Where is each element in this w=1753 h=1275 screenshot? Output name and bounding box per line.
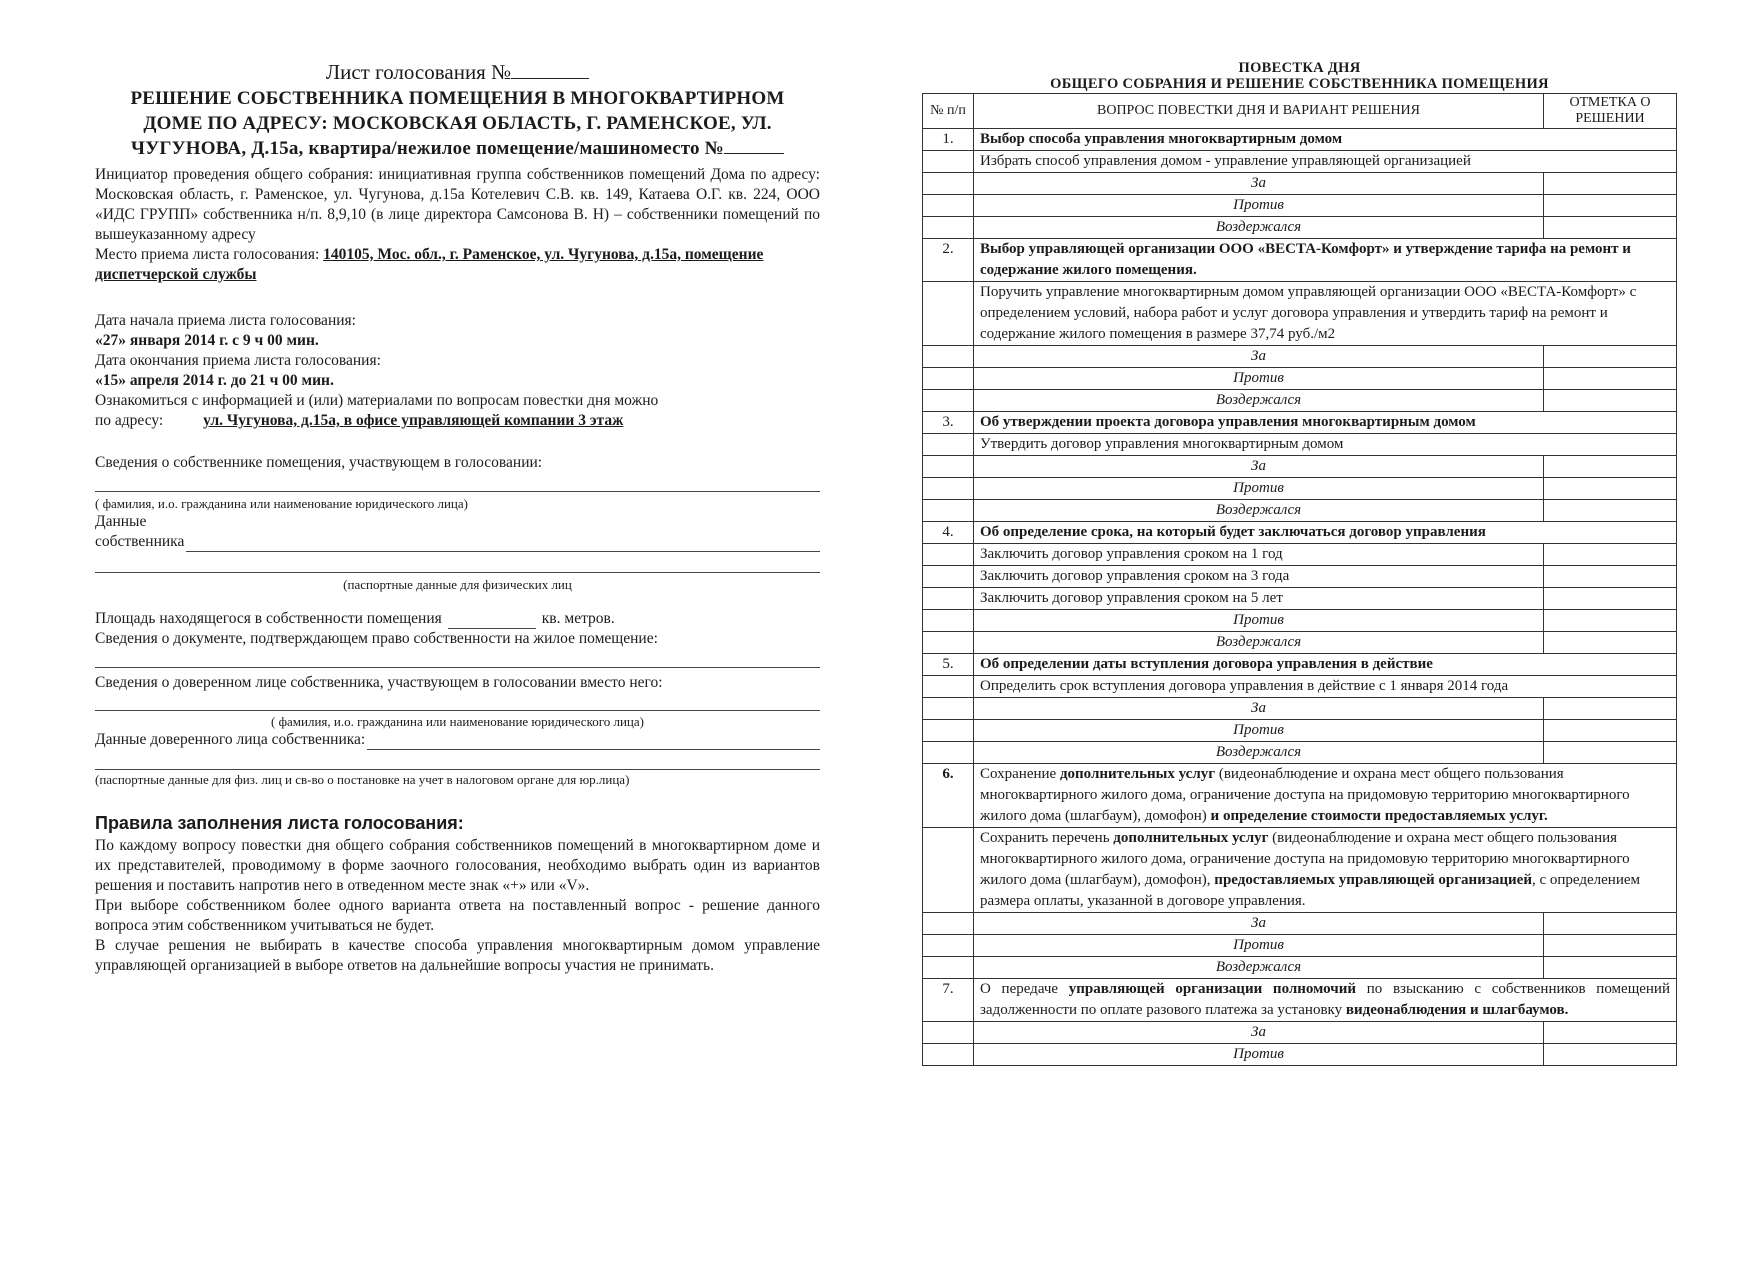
empty-cell [923, 957, 974, 979]
owner-data-row [95, 532, 820, 552]
question-text: Об утверждении проекта договора управления многоквартирным домом [974, 412, 1677, 434]
vote-mark-cell[interactable] [1544, 566, 1677, 588]
vote-row-for [923, 698, 1677, 720]
option-row [923, 434, 1677, 456]
start-date-text: «27» января 2014 г. с 9 ч 00 мин. [95, 332, 319, 349]
option-text: Заключить договор управления сроком на 5 лет [974, 588, 1544, 610]
sheet-title [95, 60, 820, 85]
agenda-title-line-2: ОБЩЕГО СОБРАНИЯ И РЕШЕНИЕ СОБСТВЕННИКА ПОМЕЩЕНИЯ [1050, 76, 1549, 92]
owner-info-label: Сведения о собственнике помещения, участвующем в голосовании: [95, 454, 543, 471]
agenda-table [922, 93, 1677, 1066]
empty-cell [923, 676, 974, 698]
empty-cell [923, 1022, 974, 1044]
vote-mark-cell[interactable] [1544, 1022, 1677, 1044]
vote-row-abstain [923, 217, 1677, 239]
end-date-label: Дата окончания приема листа голосования: [95, 352, 381, 369]
empty-cell [923, 935, 974, 957]
q6-option-bold-part: дополнительных услуг [1113, 830, 1269, 846]
vote-mark-cell[interactable] [1544, 368, 1677, 390]
owner-data-label-2: собственника [95, 533, 185, 550]
question-text [974, 764, 1677, 828]
question-row [923, 239, 1677, 282]
proxy-passport-field[interactable] [95, 769, 820, 770]
vote-row-for [923, 1022, 1677, 1044]
vote-mark-cell[interactable] [1544, 610, 1677, 632]
empty-cell [923, 588, 974, 610]
vote-mark-cell[interactable] [1544, 588, 1677, 610]
start-date-value [95, 331, 820, 351]
area-unit: кв. метров. [541, 610, 615, 627]
vote-label: За [974, 173, 1544, 195]
vote-mark-cell[interactable] [1544, 217, 1677, 239]
option-row [923, 566, 1677, 588]
materials-address-label: по адресу: [95, 412, 164, 429]
col-mark-header: ОТМЕТКА О РЕШЕНИИ [1544, 94, 1677, 129]
question-number: 2. [923, 239, 974, 282]
vote-label: Против [974, 935, 1544, 957]
q7-bold-part: видеонаблюдения и шлагбаумов. [1345, 1002, 1569, 1018]
question-number: 6. [923, 764, 974, 828]
vote-label: Воздержался [974, 500, 1544, 522]
q7-part: по взысканию с собственников помещений задолженности по оплате разового платежа за установку [980, 981, 1670, 1018]
vote-row-abstain [923, 500, 1677, 522]
empty-cell [923, 742, 974, 764]
vote-mark-cell[interactable] [1544, 173, 1677, 195]
vote-label: За [974, 1022, 1544, 1044]
vote-row-for [923, 456, 1677, 478]
q6-option-part: , с определением размера оплаты, указанной в договоре управления. [980, 872, 1641, 909]
apartment-number-field[interactable] [724, 138, 784, 154]
col-number-header: № п/п [923, 94, 974, 129]
empty-cell [923, 173, 974, 195]
place-value: 140105, Мос. обл., г. Раменское, ул. Чугунова, д.15а, помещение диспетчерской службы [95, 246, 764, 283]
vote-row-abstain [923, 742, 1677, 764]
decision-heading-line-3 [95, 137, 820, 161]
initiator-text: Инициатор проведения общего собрания: инициативная группа собственников помещений Дома по адресу: Московская область, г. Раменское, ул. Чугунова, д.15а Котелевич С.В. кв. 149, Катаева О.Г. кв. 224, ООО «ИДС ГРУПП» собственника н/п. 8,9,10 (в лице директора Самсонова В. Н) – собственники помещений по вышеуказанному адресу [95, 166, 820, 243]
place-label: Место приема листа голосования: [95, 246, 324, 263]
vote-row-against [923, 195, 1677, 217]
vote-label: Против [974, 368, 1544, 390]
empty-cell [923, 610, 974, 632]
empty-cell [923, 828, 974, 913]
passport-caption: (паспортные данные для физических лиц [343, 577, 572, 592]
vote-label: Против [974, 1044, 1544, 1066]
vote-mark-cell[interactable] [1544, 478, 1677, 500]
option-row [923, 282, 1677, 346]
q7-bold-part: управляющей организации полномочий [1068, 981, 1357, 997]
vote-mark-cell[interactable] [1544, 698, 1677, 720]
ownership-document-label: Сведения о документе, подтверждающем право собственности на жилое помещение: [95, 630, 658, 647]
rule-3: В случае решения не выбирать в качестве способа управления многоквартирным домом управление управляющей организацией в выборе ответов на дальнейшие вопросы участия не принимать. [95, 937, 820, 974]
empty-cell [923, 478, 974, 500]
question-row [923, 764, 1677, 828]
empty-cell [923, 456, 974, 478]
question-text: Выбор управляющей организации ООО «ВЕСТА-Комфорт» и утверждение тарифа на ремонт и содержание жилого помещения. [974, 239, 1677, 282]
q6-bold-part: и определение стоимости предоставляемых услуг. [1210, 808, 1548, 824]
vote-label: Против [974, 720, 1544, 742]
vote-label: Против [974, 610, 1544, 632]
empty-cell [923, 434, 974, 456]
proxy-data-row [95, 730, 820, 750]
end-date-value [95, 371, 820, 391]
question-text [974, 979, 1677, 1022]
owner-name-field[interactable] [95, 491, 820, 492]
question-number: 1. [923, 129, 974, 151]
empty-cell [923, 913, 974, 935]
option-text [974, 828, 1677, 913]
col-question-header: ВОПРОС ПОВЕСТКИ ДНЯ И ВАРИАНТ РЕШЕНИЯ [974, 94, 1544, 129]
vote-row-against [923, 1044, 1677, 1066]
option-row [923, 588, 1677, 610]
option-text: Заключить договор управления сроком на 1 год [974, 544, 1544, 566]
vote-label: Воздержался [974, 742, 1544, 764]
q6-option-part: (видеонаблюдение и охрана мест общего пользования многоквартирного жилого дома, ограничение доступа на придомовую территорию многоквартирного жилого дома (шлагбаум), домофон), [980, 830, 1630, 888]
empty-cell [923, 500, 974, 522]
left-page [95, 60, 820, 976]
vote-row-abstain [923, 390, 1677, 412]
vote-row-against [923, 720, 1677, 742]
vote-mark-cell[interactable] [1544, 346, 1677, 368]
empty-cell [923, 632, 974, 654]
apartment-label: ЧУГУНОВА, Д.15а, квартира/нежилое помещение/машиноместо № [131, 138, 724, 159]
vote-mark-cell[interactable] [1544, 632, 1677, 654]
area-label: Площадь находящегося в собственности помещения [95, 610, 442, 627]
start-date-label: Дата начала приема листа голосования: [95, 312, 356, 329]
vote-label: За [974, 346, 1544, 368]
question-row [923, 412, 1677, 434]
vote-label: Против [974, 195, 1544, 217]
materials-text: Ознакомиться с информацией и (или) материалами по вопросам повестки дня можно [95, 392, 659, 409]
vote-label: Воздержался [974, 957, 1544, 979]
option-text: Утвердить договор управления многоквартирным домом [974, 434, 1677, 456]
vote-mark-cell[interactable] [1544, 935, 1677, 957]
option-row [923, 828, 1677, 913]
sheet-number-label: Лист голосования № [325, 60, 512, 84]
materials-address [95, 411, 820, 431]
place-of-receipt [95, 245, 820, 285]
q6-bold-part: дополнительных услуг [1059, 766, 1216, 782]
q7-part: О передаче [980, 981, 1069, 997]
vote-label: Воздержался [974, 217, 1544, 239]
empty-cell [923, 390, 974, 412]
vote-mark-cell[interactable] [1544, 720, 1677, 742]
empty-cell [923, 346, 974, 368]
owner-data-label: Данные [95, 513, 147, 530]
option-text: Поручить управление многоквартирным домом управляющей организации ООО «ВЕСТА-Комфорт» с определением условий, набора работ и услуг договора управления и утвердить тариф на ремонт и содержание жилого помещения в размере 37,74 руб./м2 [974, 282, 1677, 346]
option-text: Определить срок вступления договора управления в действие с 1 января 2014 года [974, 676, 1677, 698]
empty-cell [923, 544, 974, 566]
vote-label: Против [974, 478, 1544, 500]
vote-label: За [974, 913, 1544, 935]
rules-title: Правила заполнения листа голосования: [95, 813, 464, 833]
vote-label: За [974, 456, 1544, 478]
question-number: 4. [923, 522, 974, 544]
option-row [923, 676, 1677, 698]
vote-row-against [923, 368, 1677, 390]
proxy-passport-caption: (паспортные данные для физ. лиц и св-во о постановке на учет в налоговом органе для юр.лица) [95, 772, 630, 787]
empty-cell [923, 368, 974, 390]
ownership-document-field[interactable] [95, 667, 820, 668]
vote-mark-cell[interactable] [1544, 544, 1677, 566]
option-row [923, 544, 1677, 566]
q6-part: Сохранение [980, 766, 1060, 782]
owner-data-field[interactable] [186, 537, 820, 552]
question-row [923, 654, 1677, 676]
q6-part: (видеонаблюдение и охрана мест общего пользования многоквартирного жилого дома, ограничение доступа на придомовую территорию многоквартирного жилого дома (шлагбаум), домофон) [980, 766, 1630, 824]
decision-heading-line-2: ДОМЕ ПО АДРЕСУ: МОСКОВСКАЯ ОБЛАСТЬ, Г. РАМЕНСКОЕ, УЛ. [143, 113, 772, 134]
vote-mark-cell[interactable] [1544, 390, 1677, 412]
rule-2: При выборе собственником более одного варианта ответа на поставленный вопрос - решение данного вопроса этим собственником учитываться не будет. [95, 897, 820, 934]
q6-option-part: Сохранить перечень [980, 830, 1114, 846]
question-row [923, 522, 1677, 544]
vote-mark-cell[interactable] [1544, 957, 1677, 979]
question-row [923, 979, 1677, 1022]
option-row [923, 151, 1677, 173]
proxy-name-field[interactable] [95, 710, 820, 711]
materials-address-value: ул. Чугунова, д.15а, в офисе управляющей компании 3 этаж [203, 412, 624, 429]
question-text: Выбор способа управления многоквартирным домом [974, 129, 1677, 151]
vote-row-for [923, 173, 1677, 195]
empty-cell [923, 698, 974, 720]
question-text: Об определении даты вступления договора управления в действие [974, 654, 1677, 676]
vote-mark-cell[interactable] [1544, 195, 1677, 217]
proxy-data-label: Данные доверенного лица собственника: [95, 731, 366, 748]
vote-row-for [923, 346, 1677, 368]
empty-cell [923, 1044, 974, 1066]
vote-row-against [923, 610, 1677, 632]
end-date-text: «15» апреля 2014 г. до 21 ч 00 мин. [95, 372, 334, 389]
agenda-title-line-1: ПОВЕСТКА ДНЯ [1238, 60, 1361, 76]
right-page [922, 60, 1677, 1066]
proxy-name-caption: ( фамилия, и.о. гражданина или наименование юридического лица) [271, 714, 644, 729]
question-text: Об определение срока, на который будет заключаться договор управления [974, 522, 1677, 544]
sheet-number-field[interactable] [511, 61, 589, 79]
area-row [95, 609, 820, 629]
owner-passport-field[interactable] [95, 572, 820, 573]
question-row [923, 129, 1677, 151]
empty-cell [923, 217, 974, 239]
vote-label: Воздержался [974, 632, 1544, 654]
empty-cell [923, 566, 974, 588]
rule-1: По каждому вопросу повестки дня общего собрания собственников помещений в многоквартирном доме и их представителей, проводимому в форме заочного голосования, необходимо выбрать один из вариантов решения и поставить напротив него в отведенном месте знак «+» или «V». [95, 837, 820, 894]
vote-row-abstain [923, 632, 1677, 654]
vote-mark-cell[interactable] [1544, 456, 1677, 478]
empty-cell [923, 195, 974, 217]
q6-option-bold-part: предоставляемых управляющей организацией [1214, 872, 1532, 888]
decision-heading-line-1: РЕШЕНИЕ СОБСТВЕННИКА ПОМЕЩЕНИЯ В МНОГОКВАРТИРНОМ [130, 88, 785, 109]
empty-cell [923, 282, 974, 346]
proxy-data-field[interactable] [367, 735, 820, 750]
question-number: 3. [923, 412, 974, 434]
vote-mark-cell[interactable] [1544, 742, 1677, 764]
owner-name-caption: ( фамилия, и.о. гражданина или наименование юридического лица) [95, 496, 468, 511]
vote-label: За [974, 698, 1544, 720]
vote-mark-cell[interactable] [1544, 913, 1677, 935]
option-text: Заключить договор управления сроком на 3 года [974, 566, 1544, 588]
vote-mark-cell[interactable] [1544, 1044, 1677, 1066]
agenda-header-row [923, 94, 1677, 129]
area-field[interactable] [448, 614, 536, 629]
question-number: 5. [923, 654, 974, 676]
vote-label: Воздержался [974, 390, 1544, 412]
question-number: 7. [923, 979, 974, 1022]
empty-cell [923, 151, 974, 173]
proxy-label: Сведения о доверенном лице собственника, участвующем в голосовании вместо него: [95, 674, 663, 691]
vote-row-against [923, 935, 1677, 957]
vote-row-abstain [923, 957, 1677, 979]
option-text: Избрать способ управления домом - управление управляющей организацией [974, 151, 1677, 173]
vote-row-against [923, 478, 1677, 500]
vote-mark-cell[interactable] [1544, 500, 1677, 522]
vote-row-for [923, 913, 1677, 935]
empty-cell [923, 720, 974, 742]
